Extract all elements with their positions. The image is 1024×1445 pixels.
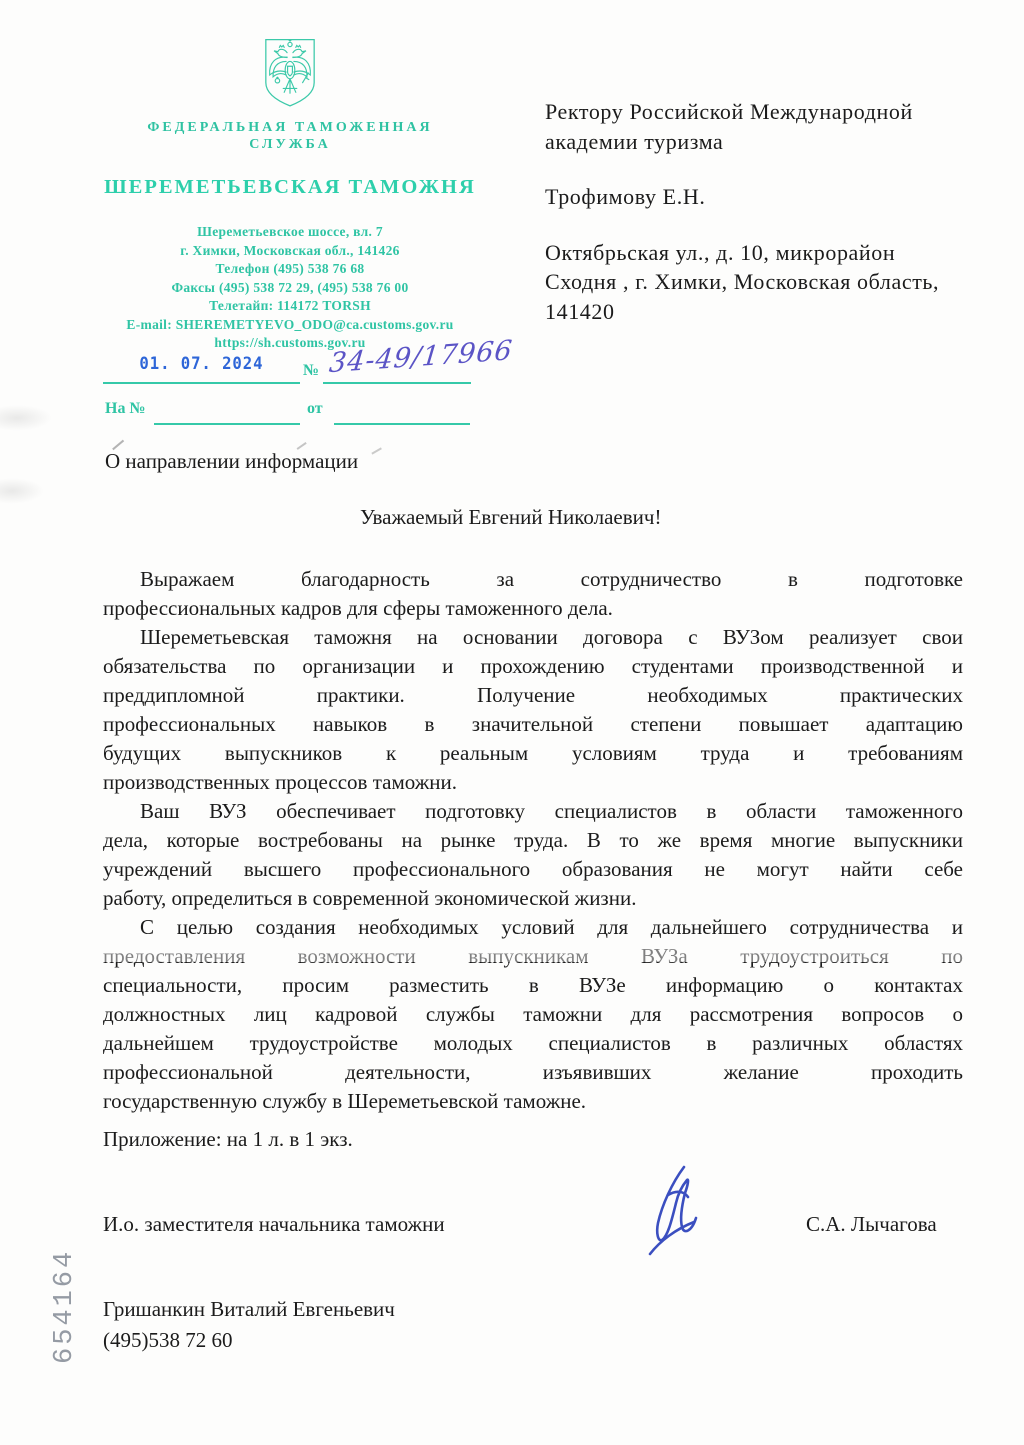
body-line: Выражаем благодарность за сотрудничество в подготовке: [140, 567, 963, 591]
executor-contact: [103, 1294, 395, 1356]
body-paragraph: [103, 623, 963, 797]
recipient-address-line1: Октябрьская ул., д. 10, микрорайон: [545, 239, 896, 265]
customs-office-name: ШЕРЕМЕТЬЕВСКАЯ ТАМОЖНЯ: [104, 176, 476, 198]
handwritten-signature-icon: [622, 1160, 732, 1262]
executor-phone: (495)538 72 60: [103, 1328, 233, 1352]
body-line: обязательства по организации и прохождению студентами производственной и: [103, 654, 963, 678]
address-line: Телефон (495) 538 76 68: [215, 261, 365, 276]
body-line: предоставления возможности выпускникам ВУЗа трудоустроиться по: [103, 944, 963, 968]
federal-customs-service-title: [85, 119, 495, 153]
letter-body: [103, 565, 963, 1116]
vertical-registration-number: 654164: [50, 1248, 80, 1364]
body-paragraph: [103, 565, 963, 623]
recipient-title-line1: Ректору Российской Международной: [545, 99, 913, 124]
body-line: работу, определиться в современной экономической жизни.: [103, 886, 637, 910]
recipient-title: [545, 97, 990, 156]
address-line: г. Химки, Московская обл., 141426: [180, 242, 400, 258]
address-line: Телетайп: 114172 TORSH: [209, 298, 371, 313]
address-line: https://sh.customs.gov.ru: [214, 335, 366, 350]
date-field: [103, 354, 300, 384]
body-line: должностных лиц кадровой службы таможни для рассмотрения вопросов о: [103, 1002, 963, 1026]
number-sign-label: №: [303, 362, 320, 379]
body-line: Шереметьевская таможня на основании договора с ВУЗом реализует свои: [140, 625, 963, 649]
attachment-note: Приложение: на 1 л. в 1 экз.: [103, 1127, 353, 1151]
signer-position: И.о. заместителя начальника таможни: [103, 1212, 445, 1236]
scan-fade-artifact: [100, 940, 964, 962]
body-line: профессиональной деятельности, изъявивших желание проходить: [103, 1060, 963, 1084]
ref-from-blank: [334, 401, 470, 425]
ref-number-label: На №: [105, 400, 146, 417]
letterhead-address-block: [85, 223, 495, 353]
org-title-line2: СЛУЖБА: [249, 137, 331, 152]
outgoing-number-handwritten: 34-49/17966: [327, 335, 515, 380]
body-line: профессиональных кадров для сферы таможенного дела.: [103, 596, 613, 620]
body-line: производственных процессов таможни.: [103, 770, 457, 794]
executor-name: Гришанкин Виталий Евгеньевич: [103, 1297, 395, 1321]
org-title-line1: ФЕДЕРАЛЬНАЯ ТАМОЖЕННАЯ: [147, 120, 433, 135]
scan-artifact-tick: [371, 447, 381, 454]
scan-artifact-smudge: [0, 478, 44, 504]
body-line: учреждений высшего профессионального образования не могут найти себе: [103, 857, 963, 881]
recipient-block: [545, 97, 990, 352]
ref-number-blank: [154, 401, 300, 425]
letter-subject: О направлении информации: [105, 449, 359, 473]
body-line: Ваш ВУЗ обеспечивает подготовку специалистов в области таможенного: [140, 799, 963, 823]
recipient-address-line3: 141420: [545, 298, 615, 324]
body-line: дальнейшем трудоустройстве молодых специалистов в различных областях: [103, 1031, 963, 1055]
address-line: Факсы (495) 538 72 29, (495) 538 76 00: [171, 279, 409, 295]
double-headed-eagle-emblem: [261, 38, 319, 108]
body-line: специальности, просим разместить в ВУЗе информацию о контактах: [103, 973, 963, 997]
body-line: государственную службу в Шереметьевской таможне.: [103, 1089, 587, 1113]
recipient-address-line2: Сходня , г. Химки, Московская область,: [545, 269, 940, 294]
recipient-address: [545, 238, 990, 327]
body-line: дела, которые востребованы на рынке труда. В то же время многие выпускники: [103, 828, 963, 852]
recipient-name: Трофимову Е.Н.: [545, 184, 706, 209]
signer-name: С.А. Лычагова: [806, 1212, 937, 1236]
address-line: E-mail: SHEREMETYEVO_ODO@ca.customs.gov.ru: [126, 316, 454, 332]
body-line: С целью создания необходимых условий для дальнейшего сотрудничества и: [140, 915, 963, 939]
body-line: преддипломной практики. Получение необходимых практических: [103, 683, 963, 707]
recipient-title-line2: академии туризма: [545, 128, 724, 154]
address-line: Шереметьевское шоссе, вл. 7: [197, 224, 383, 239]
body-paragraph: [103, 797, 963, 913]
salutation: Уважаемый Евгений Николаевич!: [360, 505, 662, 529]
ref-from-label: от: [307, 400, 323, 417]
scan-artifact-smudge: [0, 405, 52, 431]
date-stamp: 01. 07. 2024: [139, 354, 264, 374]
body-line: будущих выпускников к реальным условиям труда и требованиям: [103, 741, 963, 765]
body-line: профессиональных навыков в значительной степени повышает адаптацию: [103, 712, 963, 736]
letterhead: [85, 38, 495, 353]
